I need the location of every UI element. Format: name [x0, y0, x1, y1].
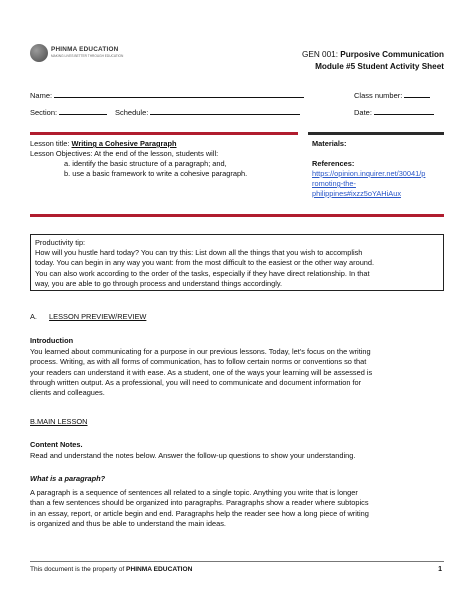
intro-line: process. Writing, as with all forms of communication, has to follow certain norms or conventions so that: [30, 357, 367, 367]
divider-red-2: [30, 214, 444, 217]
objective-b: b. use a basic framework to write a cohesive paragraph.: [64, 169, 248, 178]
name-blank[interactable]: [54, 89, 304, 98]
course-title: Purposive Communication: [340, 50, 444, 59]
name-label: Name:: [30, 91, 53, 100]
definition-line: in an essay, report, or article begin and end. Paragraphs help the reader see how a long piece of writing: [30, 508, 369, 518]
course-code: GEN 001:: [302, 50, 338, 59]
schedule-label: Schedule:: [115, 108, 149, 117]
reference-link-line2[interactable]: romoting-the-: [312, 179, 356, 188]
tip-label: Productivity tip:: [35, 238, 86, 247]
date-label: Date:: [354, 108, 372, 117]
class-number-field[interactable]: [354, 89, 430, 100]
intro-line: through written output. As a professional, you will need to communicate and document information for: [30, 377, 362, 387]
class-number-blank[interactable]: [404, 89, 430, 98]
definition-line: than a few sentences should be organized into paragraphs. Paragraphs show a reader where subtopics: [30, 498, 369, 508]
materials-block: [312, 139, 444, 199]
reference-link-line3[interactable]: philippines#ixzz5oYAHiAux: [312, 189, 402, 198]
date-blank[interactable]: [374, 106, 434, 115]
paragraph-question: [30, 474, 105, 484]
intro-line: clients and colleagues.: [30, 388, 105, 398]
definition-line: A paragraph is a sequence of sentences all related to a single topic. Anything you write that is longer: [30, 488, 358, 497]
intro-paragraph: [30, 347, 444, 398]
content-notes-heading-text: Content Notes.: [30, 440, 83, 449]
lesson-objectives-label: Lesson Objectives: At the end of the lesson, students will:: [30, 149, 219, 158]
footer-owner: PHINMA EDUCATION: [126, 566, 193, 573]
section-b-heading: B.MAIN LESSON: [30, 417, 88, 426]
section-a-title: LESSON PREVIEW/REVIEW: [49, 312, 147, 321]
objective-a: a. identify the basic structure of a paragraph; and,: [64, 159, 227, 168]
phinma-logo: [30, 44, 48, 62]
footer-property-text: This document is the property of: [30, 566, 125, 573]
tip-line: How will you hustle hard today? You can try this: List down all the things that you wish to accomplish: [35, 248, 363, 258]
reference-link-line1[interactable]: https://opinion.inquirer.net/30041/p: [312, 169, 426, 178]
paragraph-question-text: What is a paragraph?: [30, 474, 106, 483]
date-field[interactable]: [354, 106, 434, 117]
schedule-field[interactable]: [115, 106, 300, 117]
productivity-tip-box: [30, 234, 444, 291]
section-field[interactable]: [30, 106, 107, 117]
intro-heading-text: Introduction: [30, 336, 74, 345]
intro-line: You learned about communicating for a purpose in our previous lessons. Today, let's focus on the writing: [30, 347, 371, 356]
lesson-title: Writing a Cohesive Paragraph: [71, 139, 177, 148]
content-notes-heading: [30, 440, 83, 450]
class-number-label: Class number:: [354, 91, 403, 100]
divider-red: [30, 132, 298, 135]
section-a-heading: [30, 312, 146, 322]
tip-line: You can also work according to the order of the tasks, especially if they have direct relationship. In that: [35, 268, 370, 278]
references-label: References:: [312, 159, 355, 168]
intro-heading: [30, 336, 73, 346]
section-blank[interactable]: [59, 106, 107, 115]
divider-dark: [308, 132, 444, 135]
content-notes-text: Read and understand the notes below. Answer the follow-up questions to show your understanding.: [30, 451, 356, 460]
tip-line: way, you are able to go through process and understand things accordingly.: [35, 278, 283, 288]
lesson-title-label: Lesson title:: [30, 139, 70, 148]
footer-rule: [30, 561, 444, 562]
name-field[interactable]: [30, 89, 304, 100]
course-header: [302, 49, 444, 73]
logo-title: PHINMA EDUCATION: [51, 46, 119, 53]
paragraph-definition: [30, 488, 444, 529]
schedule-blank[interactable]: [150, 106, 300, 115]
intro-line: your readers can understand it with ease. As a student, one of the ways your learning will be assessed is: [30, 367, 373, 377]
module-title: Module #5 Student Activity Sheet: [315, 62, 444, 71]
section-label: Section:: [30, 108, 58, 117]
lesson-block: [30, 139, 298, 179]
section-a-marker: A.: [30, 312, 37, 321]
tip-line: today. You can begin in any way you want: from the most difficult to the easiest or the other way around.: [35, 258, 375, 268]
materials-label: Materials:: [312, 139, 347, 148]
definition-line: is organized and thus be able to understand the main ideas.: [30, 518, 226, 528]
footer-text: [30, 566, 192, 573]
logo-tagline: MAKING LIVES BETTER THROUGH EDUCATION: [51, 54, 124, 58]
page-number: 1: [438, 566, 442, 573]
